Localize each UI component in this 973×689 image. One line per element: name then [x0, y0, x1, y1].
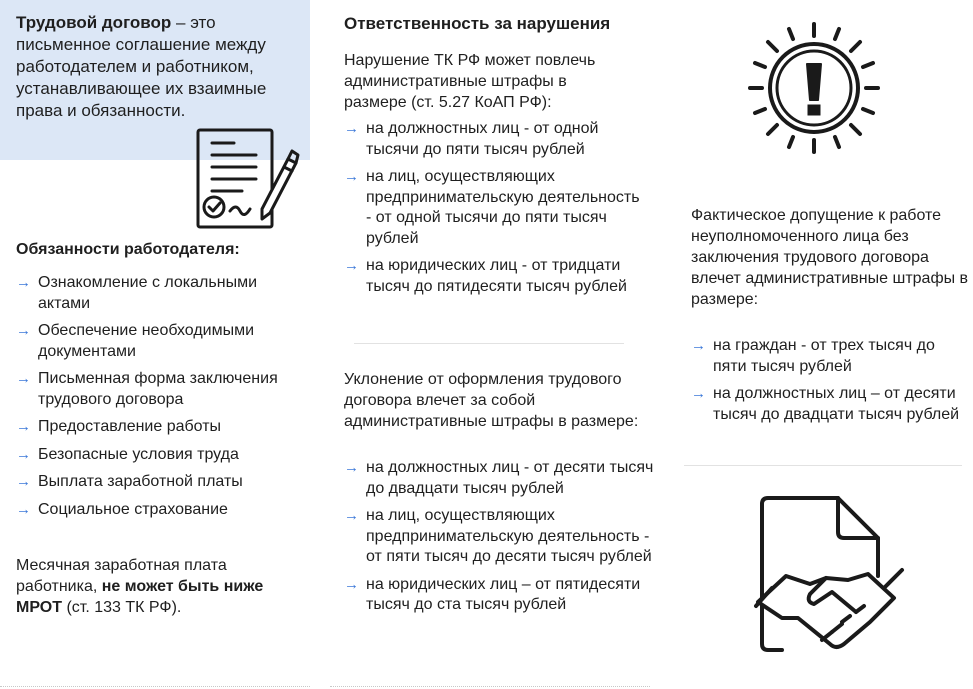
- list-item: → Обеспечение необходимыми документами: [16, 322, 255, 360]
- admission-fines-list: [691, 336, 966, 425]
- divider: [354, 343, 624, 344]
- arrow-right-icon: →: [16, 473, 31, 490]
- arrow-right-icon: →: [344, 120, 359, 137]
- arrow-right-icon: →: [16, 322, 31, 339]
- arrow-right-icon: →: [16, 370, 31, 387]
- violation-fines-list: [344, 119, 644, 297]
- divider: [684, 465, 962, 466]
- list-item: → на должностных лиц – от десяти тысяч до двадцати тысяч рублей: [691, 385, 960, 423]
- divider: [330, 686, 650, 687]
- list-item: → Социальное страхование: [16, 500, 228, 518]
- document-handshake-icon: [752, 494, 912, 664]
- arrow-right-icon: →: [691, 337, 706, 354]
- arrow-right-icon: →: [691, 385, 706, 402]
- violation-intro: Нарушение ТК РФ может повлечь административные штрафы в размере (ст. 5.27 КоАП РФ):: [344, 52, 596, 111]
- list-item: → Безопасные условия труда: [16, 445, 239, 463]
- list-item: → на юридических лиц – от пятидесяти тысяч до ста тысяч рублей: [344, 575, 641, 613]
- definition-text: [16, 12, 306, 122]
- evasion-intro: Уклонение от оформления трудового договора влечет за собой административные штрафы в размере:: [344, 371, 639, 430]
- divider: [0, 686, 310, 687]
- definition-body: – это письменное соглашение между работодателем и работником, устанавливающее их взаимные права и обязанности.: [16, 13, 267, 120]
- list-item: → на лиц, осуществляющих предпринимательскую деятельность - от пяти тысяч до десяти тысяч рублей: [344, 507, 652, 565]
- arrow-right-icon: →: [16, 418, 31, 435]
- exclamation-sun-icon: [746, 20, 882, 156]
- arrow-right-icon: →: [16, 274, 31, 291]
- list-item: → на лиц, осуществляющих предпринимательскую деятельность - от одной тысячи до пяти тысяч рублей: [344, 168, 640, 247]
- list-item: → на должностных лиц - от одной тысячи до пяти тысяч рублей: [344, 120, 599, 158]
- employer-duties-list: [16, 273, 306, 520]
- list-item: → на должностных лиц - от десяти тысяч до двадцати тысяч рублей: [344, 459, 654, 497]
- responsibility-title: Ответственность за нарушения: [344, 14, 611, 33]
- salary-note-bold: не может быть ниже МРОТ: [16, 578, 264, 616]
- arrow-right-icon: →: [344, 168, 359, 185]
- list-item: → Ознакомление с локальными актами: [16, 274, 257, 312]
- evasion-fines-list: [344, 458, 654, 616]
- list-item: → на граждан - от трех тысяч до пяти тысяч рублей: [691, 337, 935, 375]
- arrow-right-icon: →: [344, 575, 359, 593]
- definition-term: Трудовой договор: [16, 13, 172, 32]
- employer-duties-title: Обязанности работодателя:: [16, 241, 240, 258]
- admission-intro: Фактическое допущение к работе неуполномоченного лица без заключения трудового договора влечет административные штрафы в размере:: [691, 207, 969, 308]
- arrow-right-icon: →: [344, 257, 359, 274]
- column-responsibility: [330, 0, 654, 689]
- salary-note: Месячная заработная плата работника, не может быть ниже МРОТ (ст. 133 ТК РФ).: [16, 557, 264, 616]
- column-admission: [680, 0, 973, 689]
- list-item: → на юридических лиц - от тридцати тысяч до пятидесяти тысяч рублей: [344, 257, 627, 295]
- list-item: → Предоставление работы: [16, 418, 222, 435]
- arrow-right-icon: →: [16, 445, 31, 463]
- arrow-right-icon: →: [344, 507, 359, 524]
- list-item: → Выплата заработной платы: [16, 473, 243, 490]
- list-item: → Письменная форма заключения трудового договора: [16, 370, 278, 408]
- arrow-right-icon: →: [344, 459, 359, 476]
- arrow-right-icon: →: [16, 500, 31, 518]
- column-employer: [0, 0, 310, 689]
- contract-signing-icon: [190, 125, 302, 233]
